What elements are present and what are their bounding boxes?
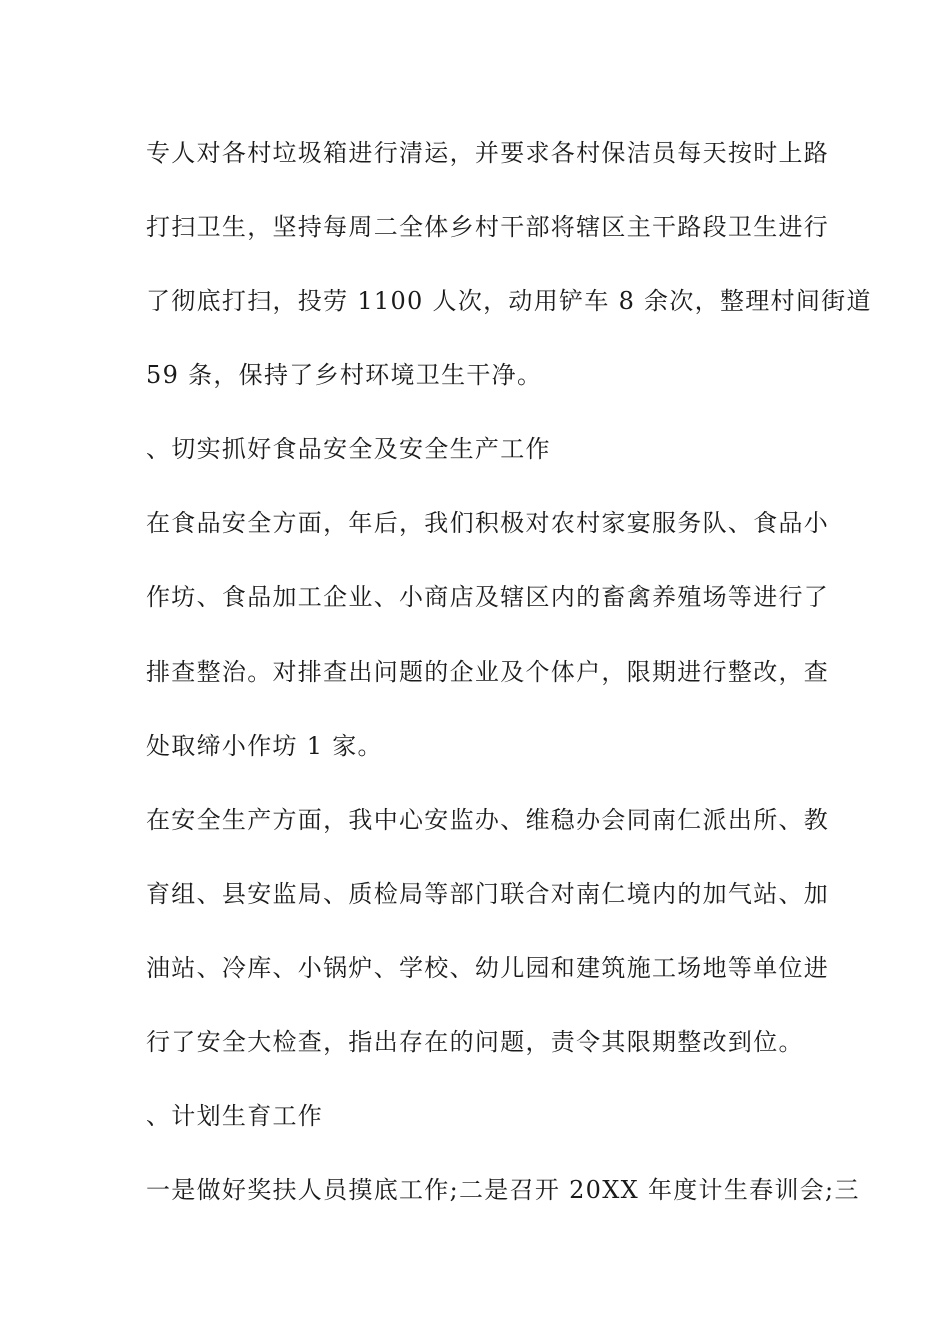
paragraph-line: 59 条，保持了乡村环境卫生干净。	[146, 361, 543, 389]
section-heading-family-planning: 、计划生育工作	[146, 1102, 324, 1130]
paragraph-line: 打扫卫生，坚持每周二全体乡村干部将辖区主干路段卫生进行	[146, 213, 830, 241]
paragraph-line: 作坊、食品加工企业、小商店及辖区内的畜禽养殖场等进行了	[146, 583, 830, 611]
paragraph-line: 油站、冷库、小锅炉、学校、幼儿园和建筑施工场地等单位进	[146, 954, 830, 982]
paragraph-line: 在安全生产方面，我中心安监办、维稳办会同南仁派出所、教	[146, 806, 830, 834]
paragraph-line: 处取缔小作坊 1 家。	[146, 732, 383, 760]
paragraph-line: 在食品安全方面，年后，我们积极对农村家宴服务队、食品小	[146, 509, 830, 537]
paragraph-line: 育组、县安监局、质检局等部门联合对南仁境内的加气站、加	[146, 880, 830, 908]
paragraph-line: 一是做好奖扶人员摸底工作;二是召开 20XX 年度计生春训会;三	[146, 1176, 860, 1204]
section-heading-food-safety: 、切实抓好食品安全及安全生产工作	[146, 435, 551, 463]
paragraph-line: 行了安全大检查，指出存在的问题，责令其限期整改到位。	[146, 1028, 804, 1056]
paragraph-line: 专人对各村垃圾箱进行清运，并要求各村保洁员每天按时上路	[146, 139, 830, 167]
paragraph-line: 排查整治。对排查出问题的企业及个体户，限期进行整改，查	[146, 658, 830, 686]
paragraph-line: 了彻底打扫，投劳 1100 人次，动用铲车 8 余次，整理村间街道	[146, 287, 872, 315]
